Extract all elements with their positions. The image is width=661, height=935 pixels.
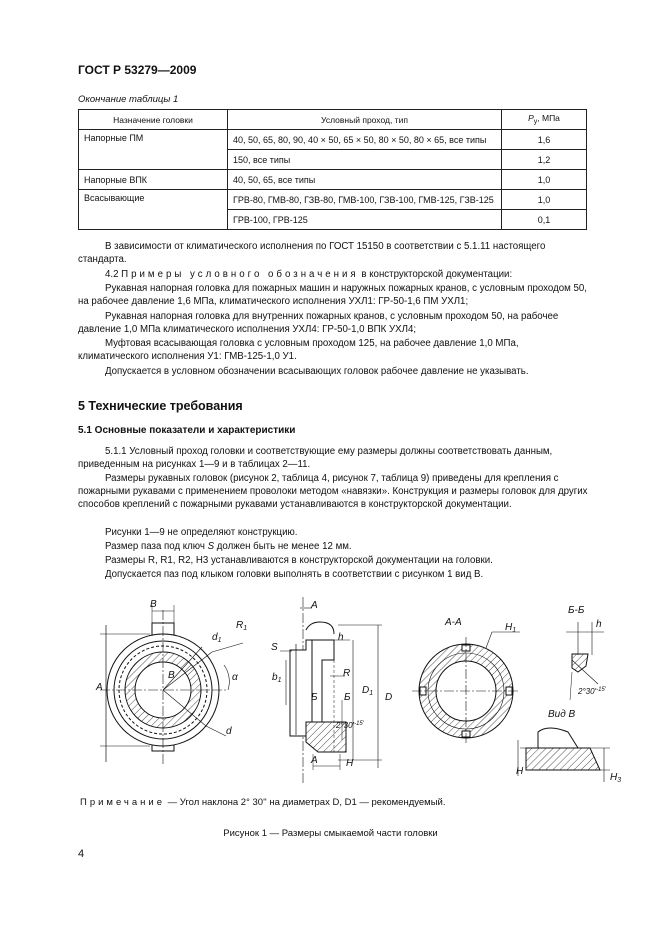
label-d1-side: $D_1$ bbox=[362, 685, 374, 697]
row-name: Всасывающие bbox=[79, 190, 228, 230]
paragraph: Рукавная напорная головка для внутренних пожарных кранов, с условным проходом 50, на рабочее давление 1,0 МПа климатического исполнения УХЛ4: ГР-50-1,0 ВПК УХЛ4; bbox=[78, 311, 559, 335]
label-h-bb: h bbox=[596, 619, 602, 630]
table-row bbox=[79, 130, 587, 150]
row-bore: ГРВ-80, ГМВ-80, ГЗВ-80, ГМВ-100, ГЗВ-100, ГМВ-125, ГЗВ-125 bbox=[228, 190, 502, 210]
figure-note: Примечание — Угол наклона 2° 30'' на диаметрах D, D1 — рекомендуемый. bbox=[80, 797, 446, 808]
label-b1: $b_1$ bbox=[272, 672, 282, 684]
label-d-side: D bbox=[385, 692, 393, 703]
label-h1: $H_1$ bbox=[505, 622, 517, 634]
label-alpha: α bbox=[232, 672, 238, 683]
label-r1: $R_1$ bbox=[236, 620, 248, 632]
row-bore: ГРВ-100, ГРВ-125 bbox=[228, 210, 502, 230]
table-1 bbox=[78, 109, 587, 230]
paragraph: Допускается паз под клыком головки выполнять в соответствии с рисунком 1 вид В. bbox=[105, 569, 484, 580]
label-b-center: B bbox=[168, 670, 175, 681]
section-heading: 5 Технические требования bbox=[78, 399, 243, 413]
row-name: Напорные ПМ bbox=[79, 130, 228, 170]
label-b: B bbox=[150, 599, 157, 610]
table-row bbox=[79, 170, 587, 190]
table-caption: Окончание таблицы 1 bbox=[78, 94, 179, 105]
figure-caption: Рисунок 1 — Размеры смыкаемой части головки bbox=[223, 828, 438, 839]
paragraph: Размер паза под ключ S должен быть не менее 12 мм. bbox=[105, 541, 352, 552]
row-bore: 40, 50, 65, все типы bbox=[228, 170, 502, 190]
label-b-mark-2: Б bbox=[344, 692, 351, 703]
label-angle-2: $2^\circ 30'^{-15'}$ bbox=[578, 687, 606, 696]
front-view bbox=[100, 605, 243, 765]
figure-1-drawing bbox=[0, 590, 661, 790]
label-d1: $d_1$ bbox=[212, 632, 222, 644]
label-a: A bbox=[96, 682, 103, 693]
label-s: S bbox=[271, 642, 278, 653]
row-pressure: 1,0 bbox=[502, 190, 587, 210]
paragraph: Рисунки 1—9 не определяют конструкцию. bbox=[105, 527, 298, 538]
row-name: Напорные ВПК bbox=[79, 170, 228, 190]
label-a-bottom: A bbox=[311, 755, 318, 766]
label-a-section: A bbox=[311, 600, 318, 611]
paragraph: 5.1.1 Условный проход головки и соответствующие ему размеры должны соответствовать данным, приведенным на рисунках 1—9 и в таблицах 2—11. bbox=[78, 446, 553, 470]
paragraph: Рукавная напорная головка для пожарных машин и наружных пожарных кранов, с условным проходом 50, на рабочее давление 1,6 МПа, климатического исполнения УХЛ1: ГР-50-1,6 ПМ УХЛ1; bbox=[78, 283, 587, 307]
row-bore: 40, 50, 65, 80, 90, 40 × 50, 65 × 50, 80 × 50, 80 × 65, все типы bbox=[228, 130, 502, 150]
row-pressure: 0,1 bbox=[502, 210, 587, 230]
paragraph: Размеры рукавных головок (рисунок 2, таблица 4, рисунок 7, таблица 9) приведены для крепления с пожарными рукавами с применением проволоки методом «навязки». Конструкция и размеры головок для других способов креплений с пожарными рукавами устанавливаются в конструкторской документации. bbox=[78, 473, 588, 510]
label-b-b: Б-Б bbox=[568, 605, 585, 616]
label-a-a: A-A bbox=[445, 617, 462, 628]
col-header-bore: Условный проход, тип bbox=[228, 110, 502, 130]
paragraph: Муфтовая всасывающая головка с условным проходом 125, на рабочее давление 1,0 МПа, климатического исполнения У1: ГМВ-125-1,0 У1. bbox=[78, 338, 519, 362]
row-pressure: 1,0 bbox=[502, 170, 587, 190]
label-h3: $H_3$ bbox=[610, 772, 622, 784]
table-row bbox=[79, 190, 587, 210]
table-header-row bbox=[79, 110, 587, 130]
subsection-heading: 5.1 Основные показатели и характеристики bbox=[78, 425, 296, 436]
paragraph-4-2: 4.2 Примеры условного обозначения в конструкторской документации: bbox=[105, 269, 513, 280]
label-b-mark: Б bbox=[311, 692, 318, 703]
paragraph: Допускается в условном обозначении всасывающих головок рабочее давление не указывать. bbox=[105, 366, 529, 377]
label-r: R bbox=[343, 668, 351, 679]
row-pressure: 1,2 bbox=[502, 150, 587, 170]
label-angle-1: $2^\circ 30'^{-15'}$ bbox=[336, 721, 364, 730]
col-header-pressure: $P_y$, МПа bbox=[502, 110, 587, 130]
label-vid-v: Вид В bbox=[548, 709, 576, 720]
row-bore: 150, все типы bbox=[228, 150, 502, 170]
section-a-a bbox=[412, 632, 520, 745]
view-v bbox=[518, 728, 610, 782]
paragraph: В зависимости от климатического исполнения по ГОСТ 15150 в соответствии с 5.1.11 настоящего стандарта. bbox=[78, 241, 546, 265]
standard-header: ГОСТ Р 53279—2009 bbox=[78, 63, 197, 77]
label-d: d bbox=[226, 726, 232, 737]
label-h: h bbox=[338, 632, 344, 643]
row-pressure: 1,6 bbox=[502, 130, 587, 150]
col-header-name: Назначение головки bbox=[79, 110, 228, 130]
page-number: 4 bbox=[78, 848, 85, 860]
paragraph: Размеры R, R1, R2, H3 устанавливаются в конструкторской документации на головки. bbox=[105, 555, 493, 566]
label-h-bottom: H bbox=[346, 758, 354, 769]
label-h-v: H bbox=[516, 766, 524, 777]
